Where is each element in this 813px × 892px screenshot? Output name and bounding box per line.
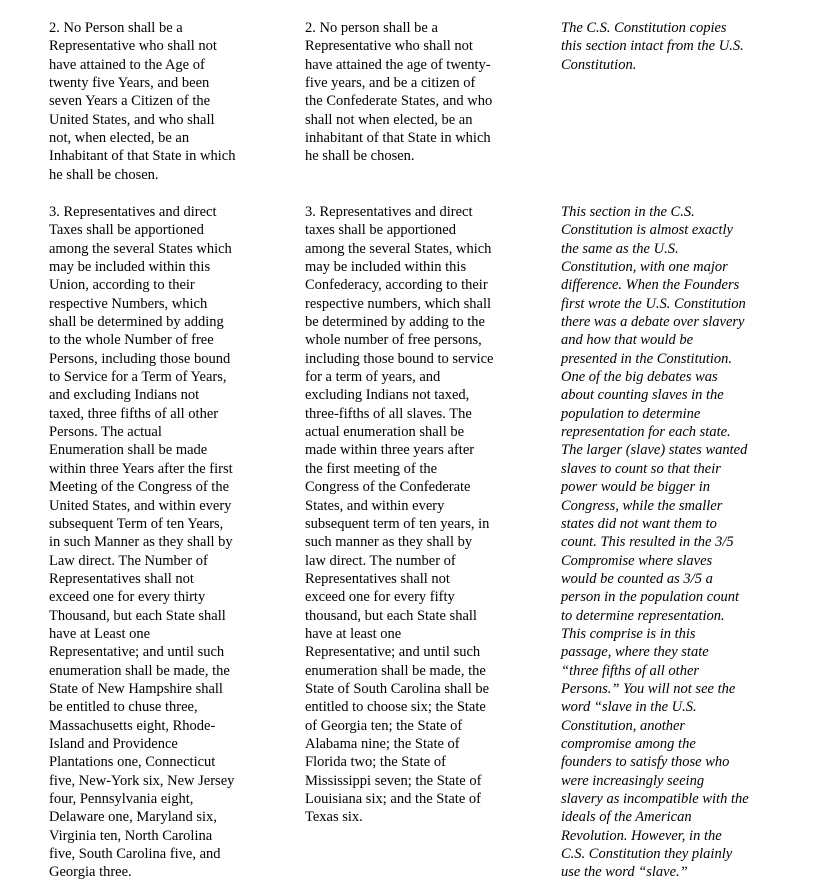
commentary-clause-3: This section in the C.S. Constitution is almost exactly the same as the U.S. Constitution, with one major difference. When the Founders first wrote the U.S. Constitution there was a debate over slavery and how that would be presented in the Constitution. One of the big debates was about counting slaves in the population to determine representation for each state. The larger (slave) states wanted slaves to count so that their power would be bigger in Congress, while the smaller states did not want them to count. This resulted in the 3/5 Compromise where slaves would be counted as 3/5 a person in the population count to determine representation. This comprise is in this passage, where they state “three fifths of all other Persons.” You will not see the word “slave in the U.S. Constitution, another compromise among the founders to satisfy those who were increasingly seeing slavery as incompatible with the ideals of the American Revolution. However, in the C.S. Constitution they plainly use the word “slave.” <box>561 204 749 881</box>
us-constitution-clause-3: 3. Representatives and direct Taxes shall be apportioned among the several States which may be included within this Union, according to their respective Numbers, which shall be determined by adding to the whole Number of free Persons, including those bound to Service for a Term of Years, and excluding Indians not taxed, three fifths of all other Persons. The actual Enumeration shall be made within three Years after the first Meeting of the Congress of the United States, and within every subsequent Term of ten Years, in such Manner as they shall by Law direct. The Number of Representatives shall not exceed one for every thirty Thousand, but each State shall have at Least one Representative; and until such enumeration shall be made, the State of New Hampshire shall be entitled to chuse three, Massachusetts eight, Rhode- Island and Providence Plantations one, Connecticut five, New-York six, New Jersey four, Pennsylvania eight, Delaware one, Maryland six, Virginia ten, North Carolina five, South Carolina five, and Georgia three. <box>49 204 235 881</box>
cs-constitution-clause-3: 3. Representatives and direct taxes shall be apportioned among the several States, which may be included within this Confederacy, according to their respective numbers, which shall be determined by adding to the whole number of free persons, including those bound to service for a term of years, and excluding Indians not taxed, three-fifths of all slaves. The actual enumeration shall be made within three years after the first meeting of the Congress of the Confederate States, and within every subsequent term of ten years, in such manner as they shall by law direct. The number of Representatives shall not exceed one for every fifty thousand, but each State shall have at least one Representative; and until such enumeration shall be made, the State of South Carolina shall be entitled to choose six; the State of Georgia ten; the State of Alabama nine; the State of Florida two; the State of Mississippi seven; the State of Louisiana six; and the State of Texas six. <box>305 204 494 826</box>
us-constitution-clause-2: 2. No Person shall be a Representative who shall not have attained to the Age of twenty five Years, and been seven Years a Citizen of the United States, and who shall not, when elected, be an Inhabitant of that State in which he shall be chosen. <box>49 20 236 183</box>
cs-constitution-clause-2: 2. No person shall be a Representative who shall not have attained the age of twenty- five years, and be a citizen of the Confederate States, and who shall not when elected, be an inhabitant of that State in which he shall be chosen. <box>305 20 493 165</box>
commentary-clause-2: The C.S. Constitution copies this section intact from the U.S. Constitution. <box>561 20 744 73</box>
